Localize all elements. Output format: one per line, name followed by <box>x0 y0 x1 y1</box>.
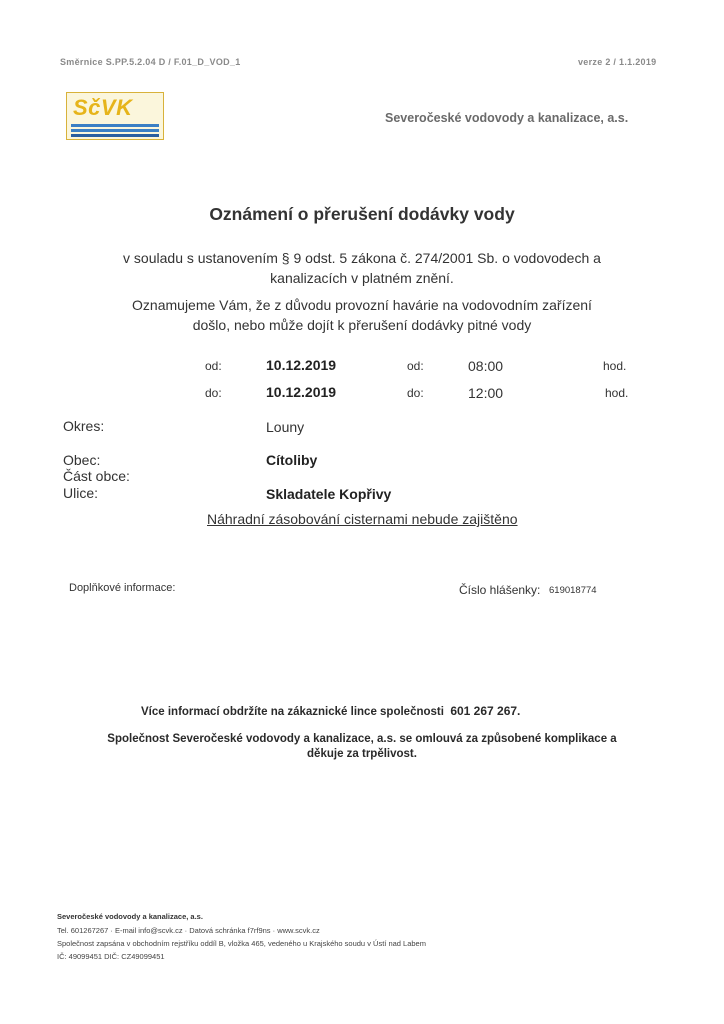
from-unit: hod. <box>603 359 627 373</box>
version-label: verze 2 / 1.1.2019 <box>578 57 657 67</box>
to-unit: hod. <box>605 386 629 400</box>
footer-register: Společnost zapsána v obchodním rejstříku oddíl B, vložka 465, vedeného u Krajského soudu v Ústí nad Labem <box>57 939 426 948</box>
district-label: Okres: <box>63 418 105 434</box>
to-date-label: do: <box>205 386 222 400</box>
directive-code: Směrnice S.PP.5.2.04 D / F.01_D_VOD_1 <box>60 57 241 67</box>
apology-line-2: děkuje za trpělivost. <box>307 748 417 760</box>
to-date: 10.12.2019 <box>266 384 337 400</box>
law-line-2: kanalizacích v platném znění. <box>270 270 454 286</box>
logo-stripe <box>71 134 159 137</box>
from-date-label: od: <box>205 359 222 373</box>
intro-line-2: došlo, nebo může dojít k přerušení dodávky pitné vody <box>192 317 532 333</box>
district-value: Louny <box>266 419 305 435</box>
customer-phone: 601 267 267. <box>450 704 521 718</box>
footer-ids: IČ: 49099451 DIČ: CZ49099451 <box>57 952 165 961</box>
apology-line-1: Společnost Severočeské vodovody a kanalizace, a.s. se omlouvá za způsobené komplikace a <box>107 733 617 745</box>
apology-text <box>40 732 684 762</box>
report-number: 619018774 <box>549 585 597 596</box>
part-label: Část obce: <box>63 468 130 484</box>
intro-line-1: Oznamujeme Vám, že z důvodu provozní havárie na vodovodním zařízení <box>132 297 592 313</box>
footer-contact: Tel. 601267267 · E-mail info@scvk.cz · Datová schránka f7rf9ns · www.scvk.cz <box>57 926 320 935</box>
to-time: 12:00 <box>468 385 504 401</box>
intro-text <box>60 295 664 335</box>
supply-note: Náhradní zásobování cisternami nebude zajištěno <box>207 511 518 527</box>
to-time-label: do: <box>407 386 424 400</box>
from-time-label: od: <box>407 359 424 373</box>
report-number-label: Číslo hlášenky: <box>459 583 541 597</box>
logo-text: SčVK <box>73 95 133 120</box>
street-label: Ulice: <box>63 485 99 501</box>
company-name: Severočeské vodovody a kanalizace, a.s. <box>385 111 629 125</box>
more-info-text <box>141 704 520 718</box>
company-logo <box>66 92 164 140</box>
logo-stripe <box>71 124 159 127</box>
from-time: 08:00 <box>468 358 504 374</box>
footer-company: Severočeské vodovody a kanalizace, a.s. <box>57 912 203 921</box>
municipality-label: Obec: <box>63 452 101 468</box>
extra-info-label: Doplňkové informace: <box>69 582 176 594</box>
law-reference <box>60 248 664 288</box>
street-value: Skladatele Kopřivy <box>266 486 392 502</box>
from-date: 10.12.2019 <box>266 357 337 373</box>
law-line-1: v souladu s ustanovením § 9 odst. 5 zákona č. 274/2001 Sb. o vodovodech a <box>123 250 601 266</box>
page-title: Oznámení o přerušení dodávky vody <box>209 204 515 224</box>
logo-stripe <box>71 129 159 132</box>
municipality-value: Cítoliby <box>266 452 318 468</box>
more-info-label: Více informací obdržíte na zákaznické lince společnosti <box>141 706 444 718</box>
